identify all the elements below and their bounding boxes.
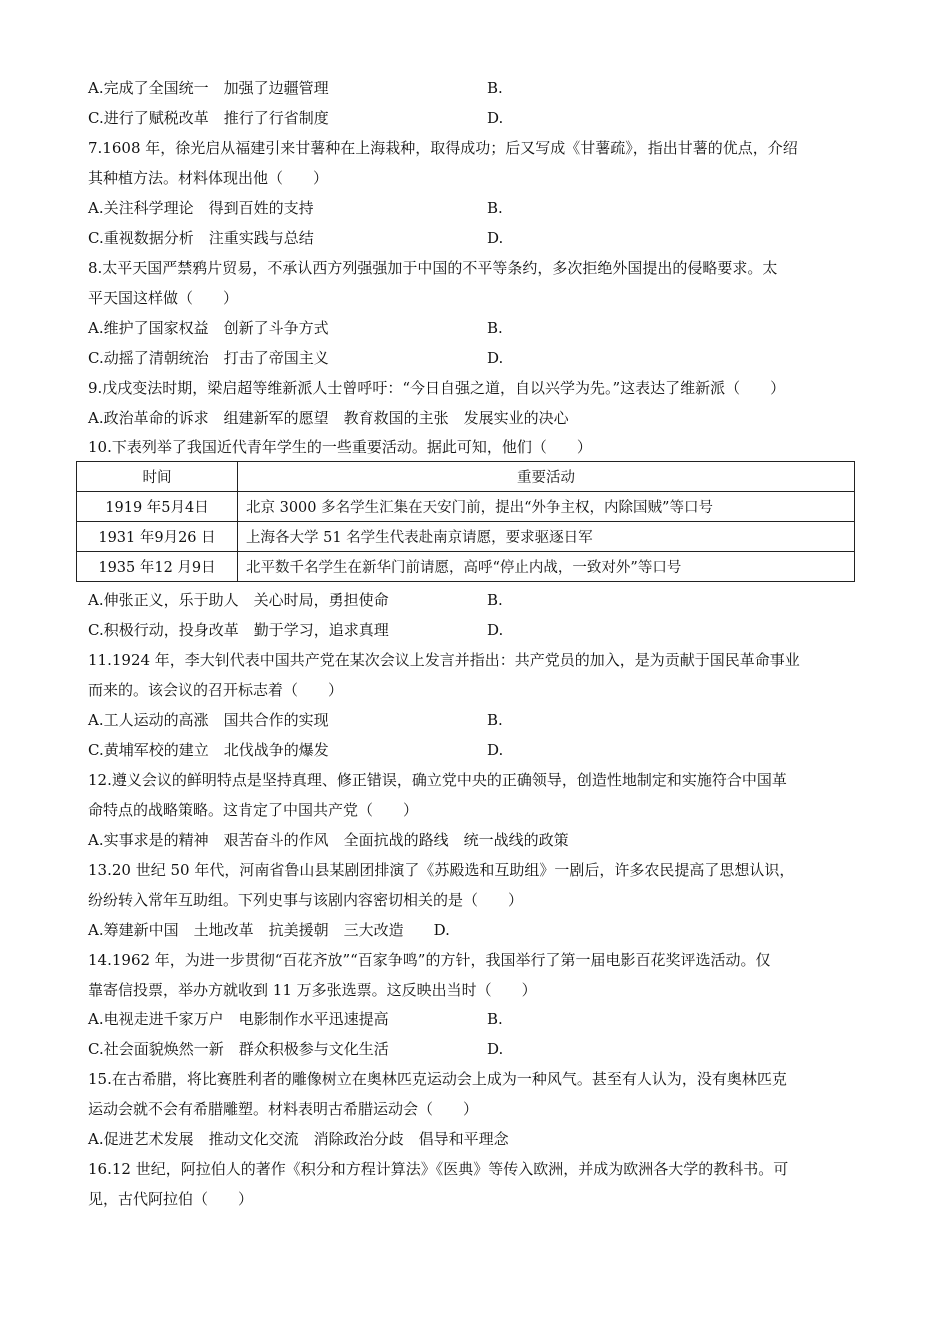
- table-cell-date: 1931 年9月26 日: [77, 522, 238, 552]
- q10-option-a: A.伸张正义，乐于助人 关心时局，勇担使命: [88, 591, 389, 609]
- q10-stem-line1: 10.下表列举了我国近代青年学生的一些重要活动。据此可知，他们（ ）: [88, 438, 592, 456]
- q9-options: A.政治革命的诉求 组建新军的愿望 教育救国的主张 发展实业的决心: [88, 409, 569, 427]
- q6-option-b: B.: [487, 79, 503, 97]
- q7-option-b: B.: [487, 199, 503, 217]
- q13-stem-line2: 纷纷转入常年互助组。下列史事与该剧内容密切相关的是（ ）: [88, 891, 524, 909]
- table-header-time: 时间: [77, 462, 238, 492]
- q12-stem-line2: 命特点的战略策略。这肯定了中国共产党（ ）: [88, 801, 419, 819]
- q14-option-a: A.电视走进千家万户 电影制作水平迅速提高: [88, 1010, 389, 1028]
- q11-stem-line1: 11.1924 年，李大钊代表中国共产党在某次会议上发言并指出：共产党员的加入，是为贡献于国民革命事业: [88, 651, 800, 669]
- q11-stem-line2: 而来的。该会议的召开标志着（ ）: [88, 681, 344, 699]
- table-row: [77, 552, 855, 582]
- q6-option-a: A.完成了全国统一 加强了边疆管理: [88, 79, 329, 97]
- q8-stem-line2: 平天国这样做（ ）: [88, 289, 239, 307]
- q7-stem-line1: 7.1608 年，徐光启从福建引来甘薯种在上海栽种，取得成功；后又写成《甘薯疏》，指出甘薯的优点，介绍: [88, 139, 798, 157]
- table-cell-activity: 上海各大学 51 名学生代表赴南京请愿，要求驱逐日军: [238, 522, 855, 552]
- q10-option-c: C.积极行动，投身改革 勤于学习，追求真理: [88, 621, 389, 639]
- q8-option-b: B.: [487, 319, 503, 337]
- table-cell-date: 1935 年12 月9日: [77, 552, 238, 582]
- q11-option-b: B.: [487, 711, 503, 729]
- q15-stem-line1: 15.在古希腊，将比赛胜利者的雕像树立在奥林匹克运动会上成为一种风气。甚至有人认为，没有奥林匹克: [88, 1070, 787, 1088]
- table-cell-date: 1919 年5月4日: [77, 492, 238, 522]
- table-header-activity: 重要活动: [238, 462, 855, 492]
- q10-activity-table: [76, 461, 855, 582]
- q9-stem-line1: 9.戊戌变法时期，梁启超等维新派人士曾呼吁：“今日自强之道，自以兴学为先。”这表达了维新派（ ）: [88, 379, 786, 397]
- q12-stem-line1: 12.遵义会议的鲜明特点是坚持真理、修正错误，确立党中央的正确领导，创造性地制定和实施符合中国革: [88, 771, 787, 789]
- q7-stem-line2: 其种植方法。材料体现出他（ ）: [88, 169, 329, 187]
- table-cell-activity: 北平数千名学生在新华门前请愿，高呼“停止内战，一致对外”等口号: [238, 552, 855, 582]
- q7-option-d: D.: [487, 229, 504, 247]
- table-row: [77, 492, 855, 522]
- q6-option-d: D.: [487, 109, 504, 127]
- q10-option-b: B.: [487, 591, 503, 609]
- q6-option-c: C.进行了赋税改革 推行了行省制度: [88, 109, 329, 127]
- q14-stem-line2: 靠寄信投票，举办方就收到 11 万多张选票。这反映出当时（ ）: [88, 981, 537, 999]
- q15-options: A.促进艺术发展 推动文化交流 消除政治分歧 倡导和平理念: [88, 1130, 509, 1148]
- q7-option-a: A.关注科学理论 得到百姓的支持: [88, 199, 314, 217]
- q14-stem-line1: 14.1962 年，为进一步贯彻“百花齐放”“百家争鸣”的方针，我国举行了第一届电影百花奖评选活动。仅: [88, 951, 771, 969]
- q13-stem-line1: 13.20 世纪 50 年代，河南省鲁山县某剧团排演了《苏殿选和互助组》一剧后，许多农民提高了思想认识，: [88, 861, 795, 879]
- q16-stem-line2: 见，古代阿拉伯（ ）: [88, 1190, 254, 1208]
- q12-options: A.实事求是的精神 艰苦奋斗的作风 全面抗战的路线 统一战线的政策: [88, 831, 569, 849]
- q16-stem-line1: 16.12 世纪，阿拉伯人的著作《积分和方程计算法》《医典》等传入欧洲，并成为欧洲各大学的教科书。可: [88, 1160, 789, 1178]
- q8-option-a: A.维护了国家权益 创新了斗争方式: [88, 319, 329, 337]
- q7-option-c: C.重视数据分析 注重实践与总结: [88, 229, 314, 247]
- q8-stem-line1: 8.太平天国严禁鸦片贸易，不承认西方列强强加于中国的不平等条约，多次拒绝外国提出的侵略要求。太: [88, 259, 778, 277]
- table-cell-activity: 北京 3000 多名学生汇集在天安门前，提出“外争主权，内除国贼”等口号: [238, 492, 855, 522]
- table-header-row: [77, 462, 855, 492]
- q8-option-c: C.动摇了清朝统治 打击了帝国主义: [88, 349, 329, 367]
- q11-option-c: C.黄埔军校的建立 北伐战争的爆发: [88, 741, 329, 759]
- q14-option-c: C.社会面貌焕然一新 群众积极参与文化生活: [88, 1040, 389, 1058]
- q10-option-d: D.: [487, 621, 504, 639]
- q8-option-d: D.: [487, 349, 504, 367]
- q14-option-d: D.: [487, 1040, 504, 1058]
- q13-options: A.筹建新中国 土地改革 抗美援朝 三大改造 D.: [88, 921, 450, 939]
- table-row: [77, 522, 855, 552]
- q11-option-a: A.工人运动的高涨 国共合作的实现: [88, 711, 329, 729]
- q11-option-d: D.: [487, 741, 504, 759]
- q14-option-b: B.: [487, 1010, 503, 1028]
- q15-stem-line2: 运动会就不会有希腊雕塑。材料表明古希腊运动会（ ）: [88, 1100, 479, 1118]
